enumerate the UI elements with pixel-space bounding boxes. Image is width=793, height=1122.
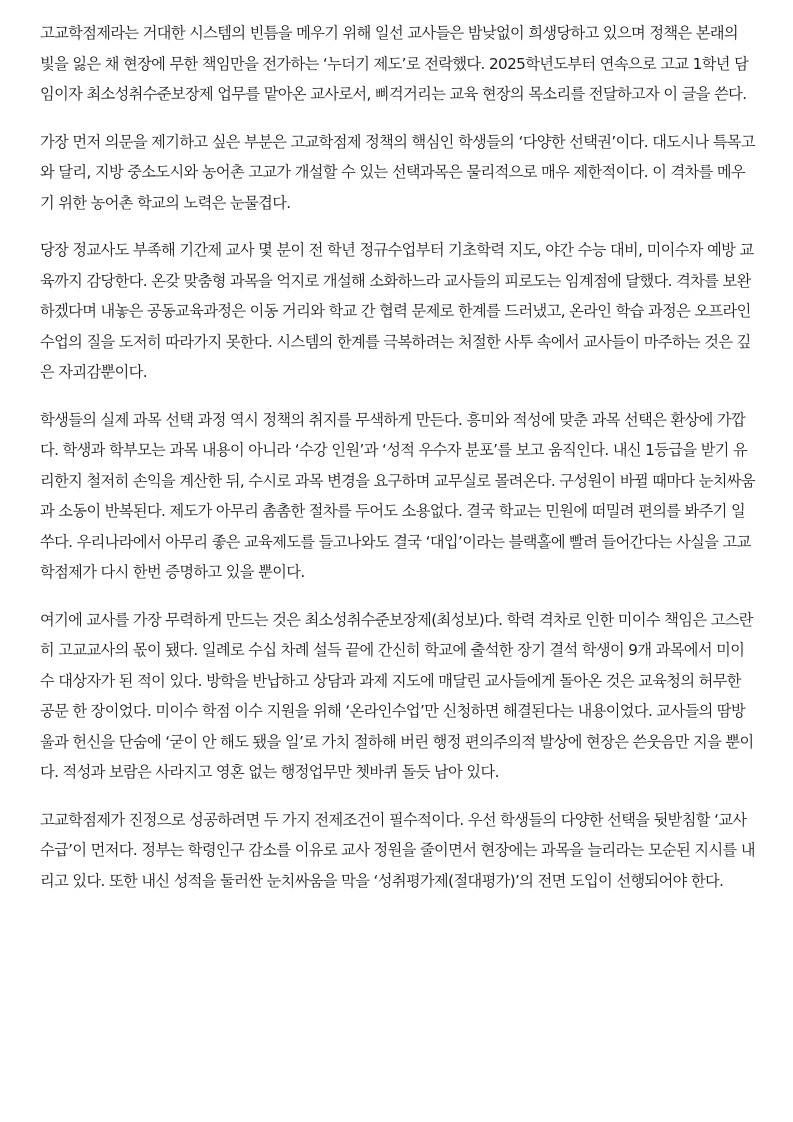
article-paragraph: 고교학점제라는 거대한 시스템의 빈틈을 메우기 위해 일선 교사들은 밤낮없이 희생당하고 있으며 정책은 본래의 빛을 잃은 채 현장에 무한 책임만을 전가하는 ‘누더기 제도’로 전락했다. 2025학년도부터 연속으로 고교 1학년 담임이자 최소성취수준보장제 업무를 맡아온 교사로서, 삐걱거리는 교육 현장의 목소리를 전달하고자 이 글을 쓴다. [40,24,749,103]
article-paragraph: 여기에 교사를 가장 무력하게 만드는 것은 최소성취수준보장제(최성보)다. 학력 격차로 인한 미이수 책임은 고스란히 고교교사의 몫이 됐다. 일례로 수십 차례 설득 끝에 간신히 학교에 출석한 장기 결석 학생이 9개 과목에서 미이수 대상자가 된 적이 있다. 방학을 반납하고 상담과 과제 지도에 매달린 교사들에게 돌아온 것은 교육청의 허무한 공문 한 장이었다. 미이수 학점 이수 지원을 위해 ‘온라인수업’만 신청하면 해결된다는 내용이었다. 교사들의 땀방울과 헌신을 단숨에 ‘굳이 안 해도 됐을 일’로 가치 절하해 버린 행정 편의주의적 발상에 현장은 쓴웃음만 지을 뿐이다. 적성과 보람은 사라지고 영혼 없는 행정업무만 쳇바퀴 돌듯 남아 있다. [40,610,754,781]
article-paragraph: 고교학점제가 진정으로 성공하려면 두 가지 전제조건이 필수적이다. 우선 학생들의 다양한 선택을 뒷받침할 ‘교사 수급’이 먼저다. 정부는 학령인구 감소를 이유로 교사 정원을 줄이면서 현장에는 과목을 늘리라는 모순된 지시를 내리고 있다. 또한 내신 성적을 둘러싼 눈치싸움을 막을 ‘성취평가제(절대평가)’의 전면 도입이 선행되어야 한다. [40,810,755,890]
article-body [40,18,756,913]
article-paragraph: 학생들의 실제 과목 선택 과정 역시 정책의 취지를 무색하게 만든다. 흥미와 적성에 맞춘 과목 선택은 환상에 가깝다. 학생과 학부모는 과목 내용이 아니라 ‘수강 인원’과 ‘성적 우수자 분포’를 보고 움직인다. 내신 1등급을 받기 유리한지 철저히 손익을 계산한 뒤, 수시로 과목 변경을 요구하며 교무실로 몰려온다. 구성원이 바뀔 때마다 눈치싸움과 소동이 반복된다. 제도가 아무리 촘촘한 절차를 두어도 소용없다. 결국 학교는 민원에 떠밀려 편의를 봐주기 일쑤다. 우리나라에서 아무리 좋은 교육제도를 들고나와도 결국 ‘대입’이라는 블랙홀에 빨려 들어간다는 사실을 고교학점제가 다시 한번 증명하고 있을 뿐이다. [40,410,755,581]
article-paragraph: 가장 먼저 의문을 제기하고 싶은 부분은 고교학점제 정책의 핵심인 학생들의 ‘다양한 선택권’이다. 대도시나 특목고와 달리, 지방 중소도시와 농어촌 고교가 개설할 수 있는 선택과목은 물리적으로 매우 제한적이다. 이 격차를 메우기 위한 농어촌 학교의 노력은 눈물겹다. [40,132,755,212]
article-paragraph: 당장 정교사도 부족해 기간제 교사 몇 분이 전 학년 정규수업부터 기초학력 지도, 야간 수능 대비, 미이수자 예방 교육까지 감당한다. 온갖 맞춤형 과목을 억지로 개설해 소화하느라 교사들의 피로도는 임계점에 달했다. 격차를 보완하겠다며 내놓은 공동교육과정은 이동 거리와 학교 간 협력 문제로 한계를 드러냈고, 온라인 학습 과정은 오프라인 수업의 질을 도저히 따라가지 못한다. 시스템의 한계를 극복하려는 처절한 사투 속에서 교사들이 마주하는 것은 깊은 자괴감뿐이다. [40,241,754,381]
